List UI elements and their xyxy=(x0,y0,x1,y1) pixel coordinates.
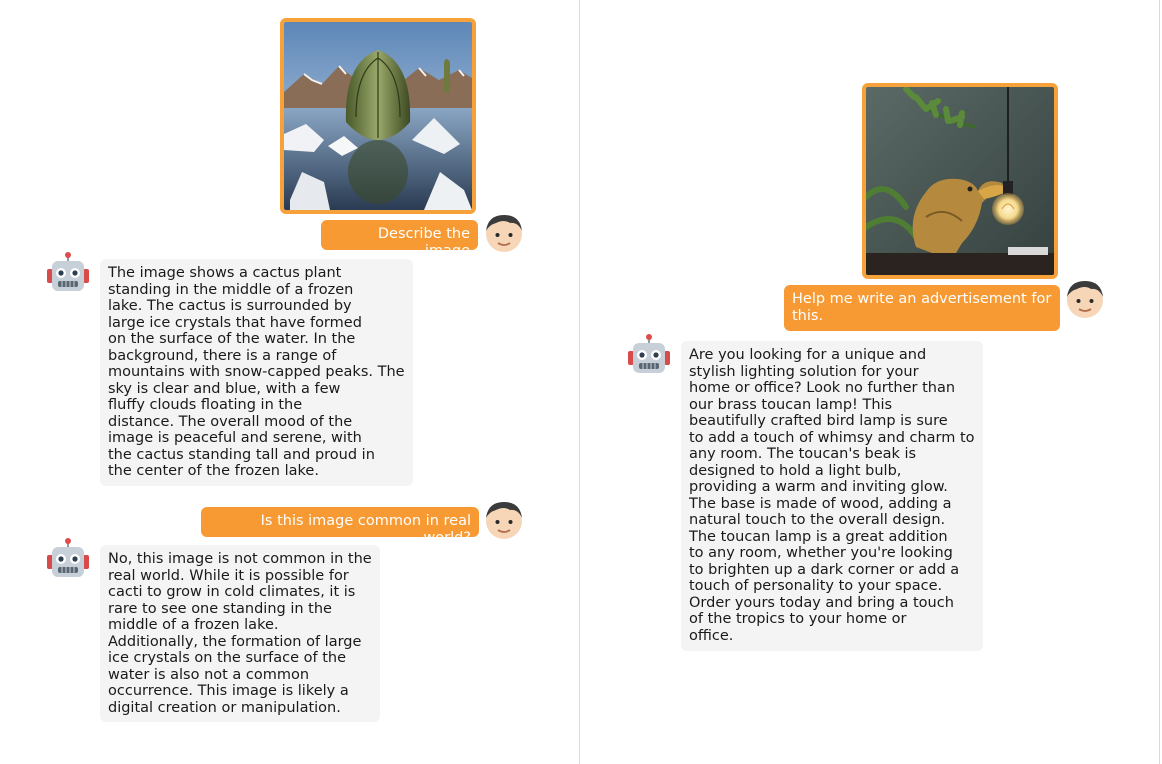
user-message-text: Help me write an advertisement for this. xyxy=(792,291,1052,324)
user-message-describe xyxy=(321,220,478,259)
user-message-text: Describe the image xyxy=(377,226,470,259)
robot-avatar xyxy=(46,537,90,581)
right-chat-panel xyxy=(581,0,1160,764)
user-message-text: Is this image common in real world? xyxy=(260,513,471,546)
assistant-message-common: No, this image is not common in the real world. While it is possible for cacti to grow in cold climates, it is rare to see one standing in the middle of a frozen lake. Additionally, the formation of large ice crystals on the surface of the water is also not a common occurrence. This image is likely a digital creation or manipulation. xyxy=(100,545,380,722)
user-avatar xyxy=(1063,277,1107,321)
user-avatar xyxy=(482,211,526,255)
assistant-message-advertisement: Are you looking for a unique and stylish lighting solution for your home or office? Look no further than our brass toucan lamp! This beautifully crafted bird lamp is sure to add a touch of whimsy and charm to any room. The toucan's beak is designed to hold a light bulb, providing a warm and inviting glow. The base is made of wood, adding a natural touch to the overall design. The toucan lamp is a great addition to any room, whether you're looking to brighten up a dark corner or add a touch of personality to your space. Order yours today and bring a touch of the tropics to your home or office. xyxy=(681,341,983,651)
robot-avatar xyxy=(46,251,90,295)
cactus-frozen-lake-image[interactable] xyxy=(280,18,476,214)
user-message-common xyxy=(201,507,479,546)
user-message-advertisement xyxy=(784,285,1060,331)
toucan-lamp-image[interactable] xyxy=(862,83,1058,279)
left-chat-panel xyxy=(0,0,580,764)
assistant-message-description: The image shows a cactus plant standing in the middle of a frozen lake. The cactus is surrounded by large ice crystals that have formed on the surface of the water. In the background, there is a range of mountains with snow-capped peaks. The sky is clear and blue, with a few fluffy clouds floating in the distance. The overall mood of the image is peaceful and serene, with the cactus standing tall and proud in the center of the frozen lake. xyxy=(100,259,413,486)
user-avatar xyxy=(482,498,526,542)
robot-avatar xyxy=(627,333,671,377)
